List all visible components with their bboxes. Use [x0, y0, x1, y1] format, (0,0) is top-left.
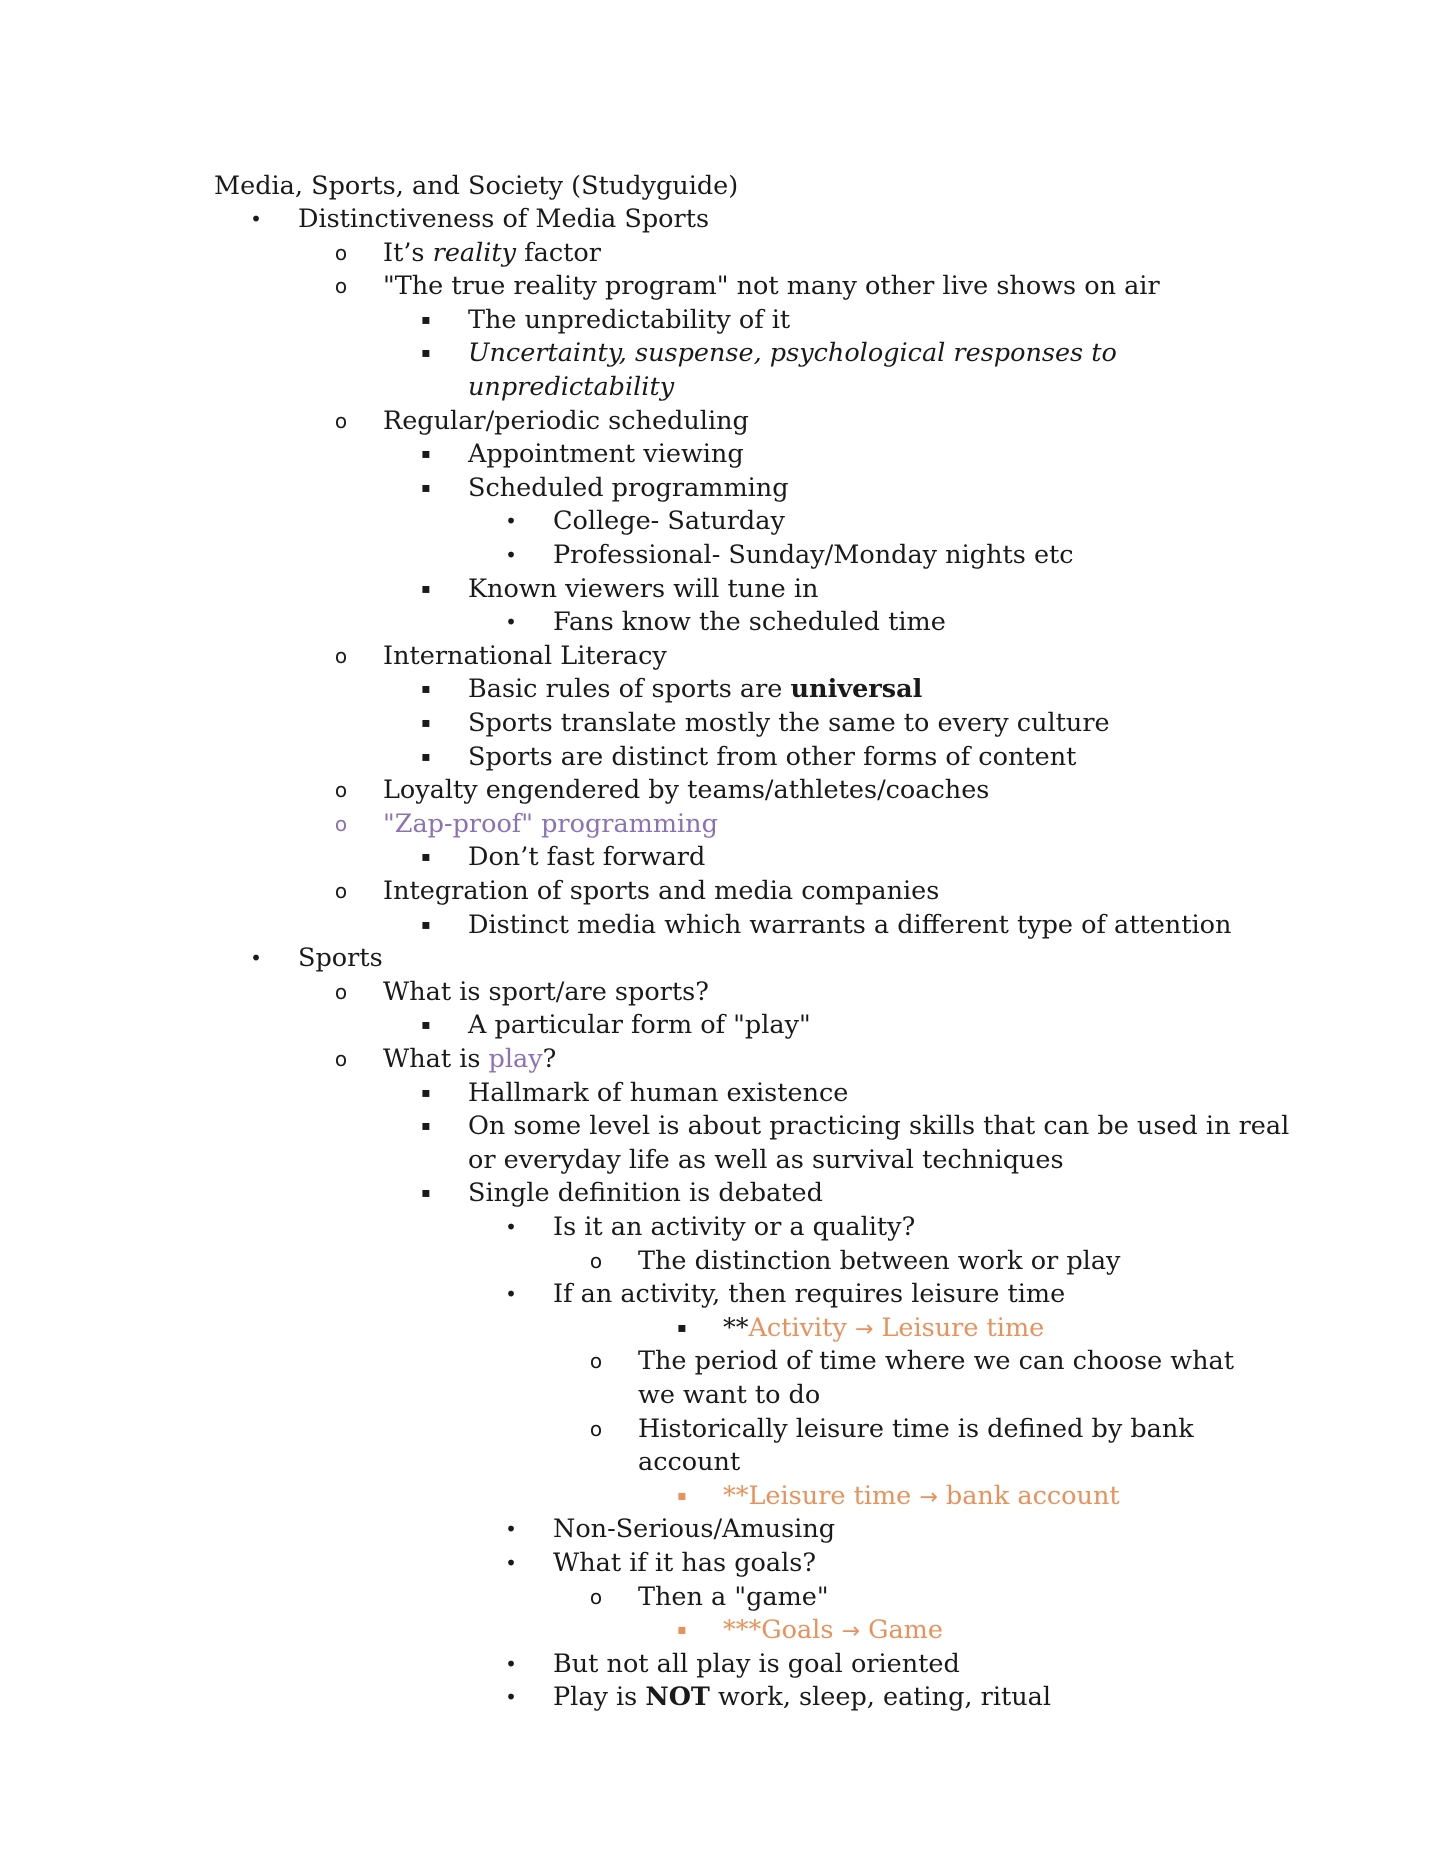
outline-item-text	[468, 707, 1110, 740]
text-segment: "Zap-proof" programming	[383, 808, 718, 839]
bullet-marker: o	[334, 811, 348, 836]
bullet-marker: •	[250, 946, 262, 971]
outline-item-text	[468, 438, 744, 471]
text-segment: Uncertainty, suspense, psychological responses to	[468, 338, 1117, 369]
text-segment: Scheduled programming	[468, 472, 789, 503]
text-segment: or everyday life as well as survival techniques	[468, 1144, 1064, 1175]
outline-item-text	[468, 673, 922, 706]
text-segment: A particular form of "play"	[468, 1010, 811, 1041]
text-segment: Distinctiveness of Media Sports	[298, 204, 710, 234]
outline-item-text	[468, 1177, 823, 1210]
bullet-marker: ▪	[421, 446, 431, 463]
bullet-marker: o	[589, 1416, 603, 1441]
text-segment: factor	[516, 237, 601, 268]
text-segment: Is it an activity or a quality?	[553, 1212, 916, 1242]
text-segment: Loyalty engendered by teams/athletes/coaches	[383, 775, 990, 806]
text-segment: International Literacy	[383, 640, 667, 671]
text-segment: Distinct media which warrants a different type of attention	[468, 909, 1232, 940]
bullet-marker: •	[505, 1215, 517, 1239]
text-segment: unpredictability	[468, 372, 675, 402]
outline-item-text	[468, 1077, 848, 1110]
outline-item-text	[468, 841, 705, 874]
text-segment: Sports translate mostly the same to every culture	[468, 708, 1110, 738]
text-segment: Fans know the scheduled time	[553, 607, 946, 638]
outline-item-text	[383, 1043, 556, 1076]
outline-item-text	[638, 1581, 829, 1614]
text-segment: Appointment viewing	[468, 439, 744, 470]
text-segment: account	[638, 1447, 741, 1478]
bullet-marker: •	[505, 543, 517, 567]
text-segment: It’s	[383, 237, 433, 268]
bullet-marker: ▪	[421, 345, 431, 362]
text-segment: NOT	[645, 1682, 710, 1713]
text-segment: we want to do	[638, 1380, 821, 1410]
bullet-marker: o	[334, 1047, 348, 1071]
outline-item-text	[468, 472, 789, 505]
bullet-marker: ▪	[421, 748, 431, 765]
text-segment: Basic rules of sports are	[468, 674, 791, 705]
text-segment: Activity	[748, 1312, 855, 1343]
bullet-marker: o	[334, 643, 348, 668]
text-segment: **Leisure time	[723, 1480, 920, 1511]
outline-item-text	[723, 1312, 1044, 1346]
text-segment: Sports	[298, 943, 383, 974]
bullet-marker: •	[505, 1517, 517, 1542]
text-segment: Don’t fast forward	[468, 842, 706, 873]
text-segment: What is	[383, 1044, 489, 1074]
bullet-marker: ▪	[677, 1319, 687, 1336]
text-segment: The distinction between work or play	[638, 1245, 1121, 1276]
bullet-marker: •	[505, 509, 517, 534]
bullet-marker: ▪	[421, 1084, 431, 1101]
outline-item-text	[468, 371, 674, 404]
text-segment: universal	[790, 674, 923, 705]
outline-item-text	[553, 539, 1074, 572]
outline-item-text	[468, 909, 1231, 942]
outline-item-text	[383, 875, 939, 908]
text-segment: ***Goals	[723, 1615, 842, 1646]
text-segment: **	[723, 1312, 749, 1343]
document-title-text: Media, Sports, and Society (Studyguide)	[214, 171, 739, 201]
text-segment: Then a "game"	[638, 1581, 829, 1612]
outline-item-text	[723, 1480, 1120, 1514]
outline-item-text	[638, 1446, 740, 1479]
outline-item-text	[383, 808, 718, 841]
text-segment: Historically leisure time is defined by bank	[638, 1413, 1194, 1444]
text-segment: Hallmark of human existence	[468, 1077, 849, 1108]
bullet-marker: o	[589, 1248, 603, 1273]
text-segment: If an activity, then requires leisure time	[553, 1279, 1066, 1310]
outline-item-text	[383, 270, 1160, 303]
text-segment: Professional- Sunday/Monday nights etc	[553, 540, 1074, 570]
bullet-marker: o	[334, 879, 348, 903]
text-segment: Non-Serious/Amusing	[553, 1514, 836, 1545]
outline-item-text	[553, 1681, 1051, 1714]
bullet-marker: •	[505, 1282, 517, 1307]
bullet-marker: o	[589, 1349, 603, 1374]
bullet-marker: o	[334, 778, 348, 803]
outline-item-text	[638, 1345, 1234, 1378]
text-segment: College- Saturday	[553, 506, 785, 537]
outline-item-text	[553, 1648, 960, 1681]
text-segment: What is sport/are sports?	[383, 976, 709, 1007]
bullet-marker: ▪	[421, 1118, 431, 1135]
outline-item-text	[383, 774, 989, 807]
outline-item-text	[383, 640, 667, 673]
outline-item-text	[468, 337, 1117, 370]
outline-item-text	[553, 1513, 835, 1546]
bullet-marker: ▪	[421, 311, 431, 328]
bullet-marker: ▪	[421, 479, 431, 496]
bullet-marker: ▪	[421, 681, 431, 698]
bullet-marker: o	[334, 240, 348, 265]
text-segment: Game	[859, 1615, 943, 1646]
bullet-marker: o	[334, 979, 348, 1004]
outline-item-text	[553, 505, 785, 538]
bullet-marker: •	[505, 1651, 517, 1676]
outline-item-text	[723, 1614, 943, 1648]
bullet-marker: ▪	[421, 1185, 431, 1202]
outline-item-text	[383, 976, 709, 1009]
text-segment: Single definition is debated	[468, 1178, 823, 1209]
text-segment: "The true reality program" not many other live shows on air	[383, 271, 1160, 302]
outline-item-text	[553, 1211, 915, 1244]
text-segment: play	[488, 1044, 543, 1074]
outline-item-text	[468, 573, 818, 606]
bullet-marker: •	[250, 207, 262, 231]
text-segment: Sports are distinct from other forms of content	[468, 741, 1077, 772]
outline-item-text	[468, 304, 790, 337]
arrow-icon: →	[919, 1484, 938, 1510]
outline-item-text	[638, 1379, 820, 1412]
bullet-marker: ▪	[421, 849, 431, 866]
outline-item-text	[298, 203, 709, 236]
bullet-marker: ▪	[421, 916, 431, 933]
outline-item-text	[553, 1278, 1065, 1311]
bullet-marker: ▪	[421, 715, 431, 731]
bullet-marker: o	[334, 274, 348, 299]
bullet-marker: •	[505, 1685, 517, 1710]
text-segment: The period of time where we can choose what	[638, 1346, 1235, 1377]
text-segment: work, sleep, eating, ritual	[709, 1682, 1052, 1713]
outline-item-text	[468, 1110, 1289, 1143]
text-segment: Play is	[553, 1682, 646, 1713]
outline-item-text	[468, 1009, 811, 1042]
bullet-marker: ▪	[677, 1622, 687, 1639]
text-segment: Known viewers will tune in	[468, 573, 819, 604]
outline-item-text	[468, 1144, 1064, 1177]
text-segment: What if it has goals?	[553, 1548, 817, 1578]
bullet-marker: •	[505, 610, 517, 635]
bullet-marker: ▪	[421, 1017, 431, 1034]
outline-item-text	[383, 405, 749, 438]
text-segment: bank account	[937, 1480, 1120, 1511]
outline-item-text	[468, 741, 1076, 774]
text-segment: reality	[432, 237, 517, 268]
text-segment: The unpredictability of it	[468, 304, 791, 335]
arrow-icon: →	[854, 1316, 874, 1342]
bullet-marker: •	[505, 1551, 517, 1575]
bullet-marker: ▪	[677, 1487, 687, 1504]
arrow-icon: →	[841, 1619, 860, 1645]
bullet-marker: ▪	[421, 580, 431, 597]
text-segment: Leisure time	[873, 1312, 1045, 1343]
bullet-marker: o	[334, 408, 348, 433]
bullet-marker: o	[589, 1584, 603, 1609]
outline-item-text	[298, 942, 383, 975]
text-segment: But not all play is goal oriented	[553, 1648, 960, 1679]
outline-item-text	[638, 1245, 1120, 1278]
outline-item-text	[638, 1413, 1194, 1446]
text-segment: Integration of sports and media companies	[383, 876, 940, 906]
text-segment: Regular/periodic scheduling	[383, 405, 749, 436]
text-segment: On some level is about practicing skills that can be used in real	[468, 1111, 1290, 1142]
outline-item-text	[553, 1547, 816, 1580]
text-segment: ?	[542, 1044, 557, 1074]
outline-item-text	[553, 606, 946, 639]
outline-item-text	[383, 237, 601, 270]
